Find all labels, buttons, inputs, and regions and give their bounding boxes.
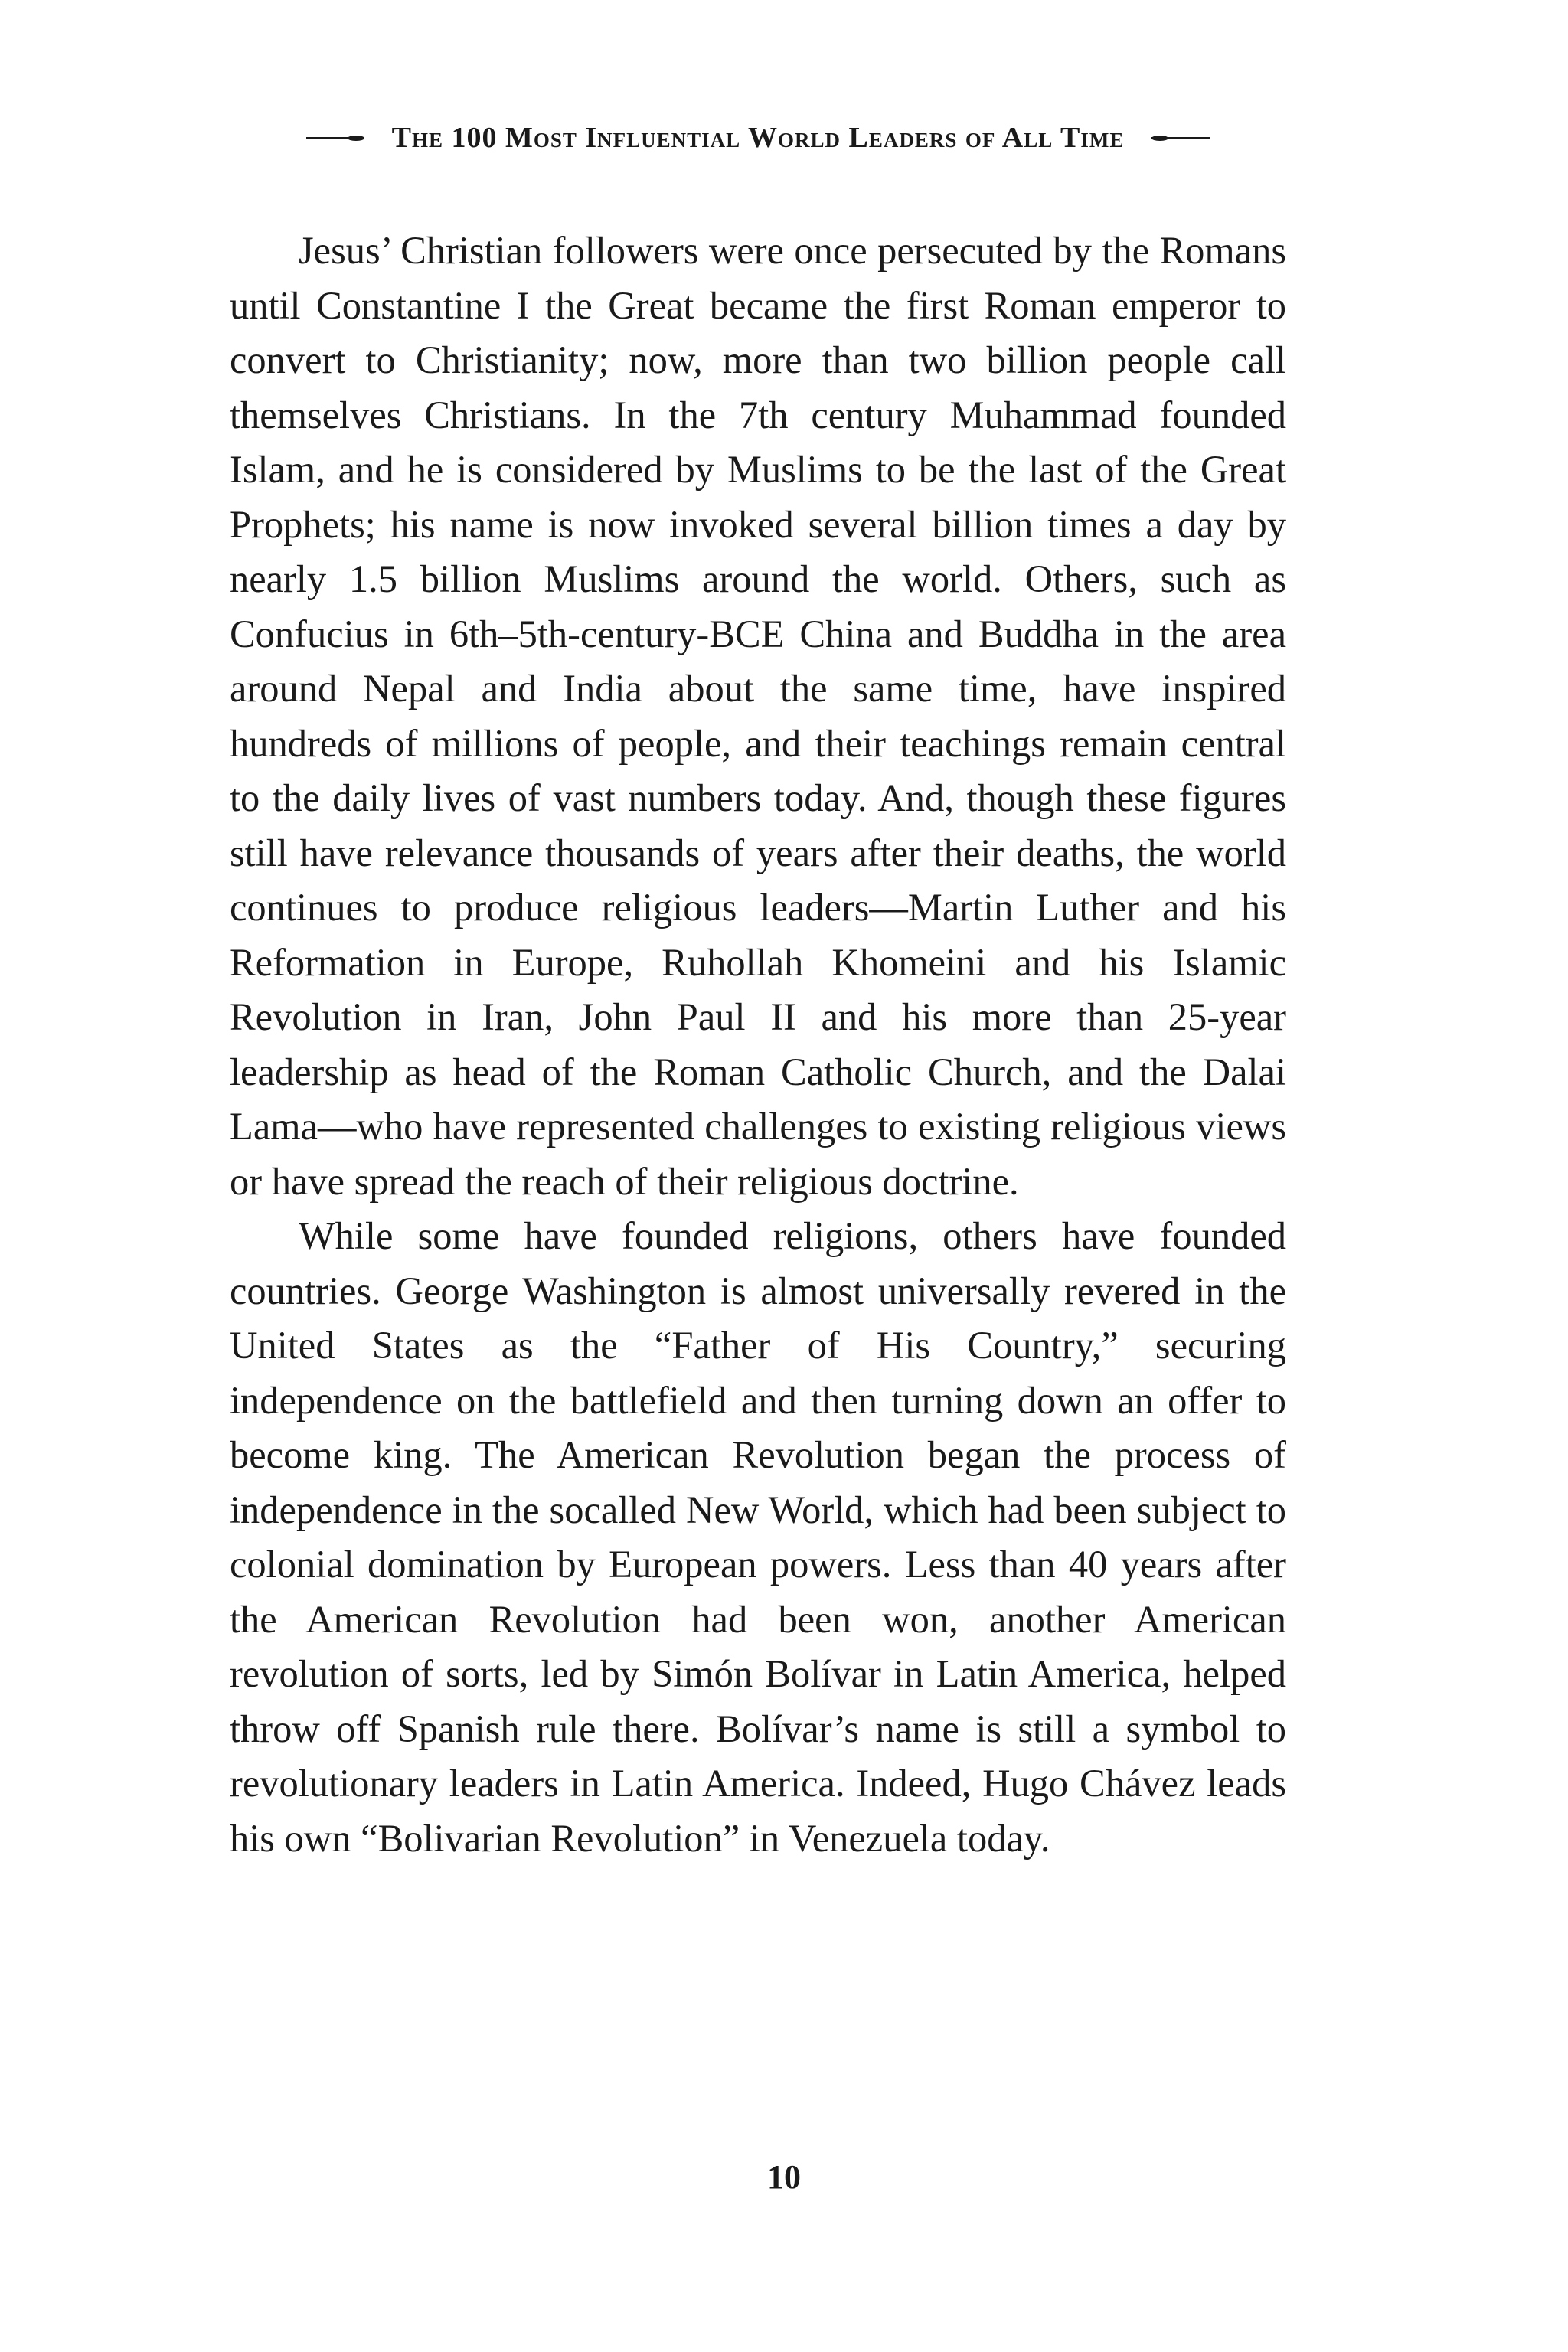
header-ornament-right (1152, 137, 1210, 139)
paragraph-founders-of-countries: While some have founded religions, others have founded countries. George Washington is almost universally revered in the United States as the “Father of His Country,” securing independence on the battlefield and then turning down an offer to become king. The American Revolution began the process of independence in the socalled New World, which had been subject to colonial domination by European powers. Less than 40 years after the American Revolution had been won, another American revolution of sorts, led by Simón Bolívar in Latin America, helped throw off Spanish rule there. Bolívar’s name is still a symbol to revolutionary leaders in Latin America. Indeed, Hugo Chávez leads his own “Bolivarian Revolution” in Venezuela today. (230, 1214, 1286, 1860)
body-text (230, 224, 1286, 1866)
header-ornament-left (306, 137, 364, 139)
running-header (230, 115, 1286, 161)
running-header-title: The 100 Most Influential World Leaders of All Time (391, 122, 1125, 154)
page-number: 10 (767, 2158, 801, 2196)
paragraph-religious-leaders: Jesus’ Christian followers were once persecuted by the Romans until Constantine I the Great became the first Roman emperor to convert to Christianity; now, more than two billion people call themselves Christians. In the 7th century Muhammad founded Islam, and he is considered by Muslims to be the last of the Great Prophets; his name is now invoked several billion times a day by nearly 1.5 billion Muslims around the world. Others, such as Confucius in 6th–5th-century-BCE China and Buddha in the area around Nepal and India about the same time, have inspired hundreds of millions of people, and their teachings remain central to the daily lives of vast numbers today. And, though these figures still have relevance thousands of years after their deaths, the world continues to produce religious leaders—Martin Luther and his Reformation in Europe, Ruhollah Khomeini and his Islamic Revolution in Iran, John Paul II and his more than 25-year leadership as head of the Roman Catholic Church, and the Dalai Lama—who have represented challenges to existing religious views or have spread the reach of their religious doctrine. (230, 229, 1286, 1203)
